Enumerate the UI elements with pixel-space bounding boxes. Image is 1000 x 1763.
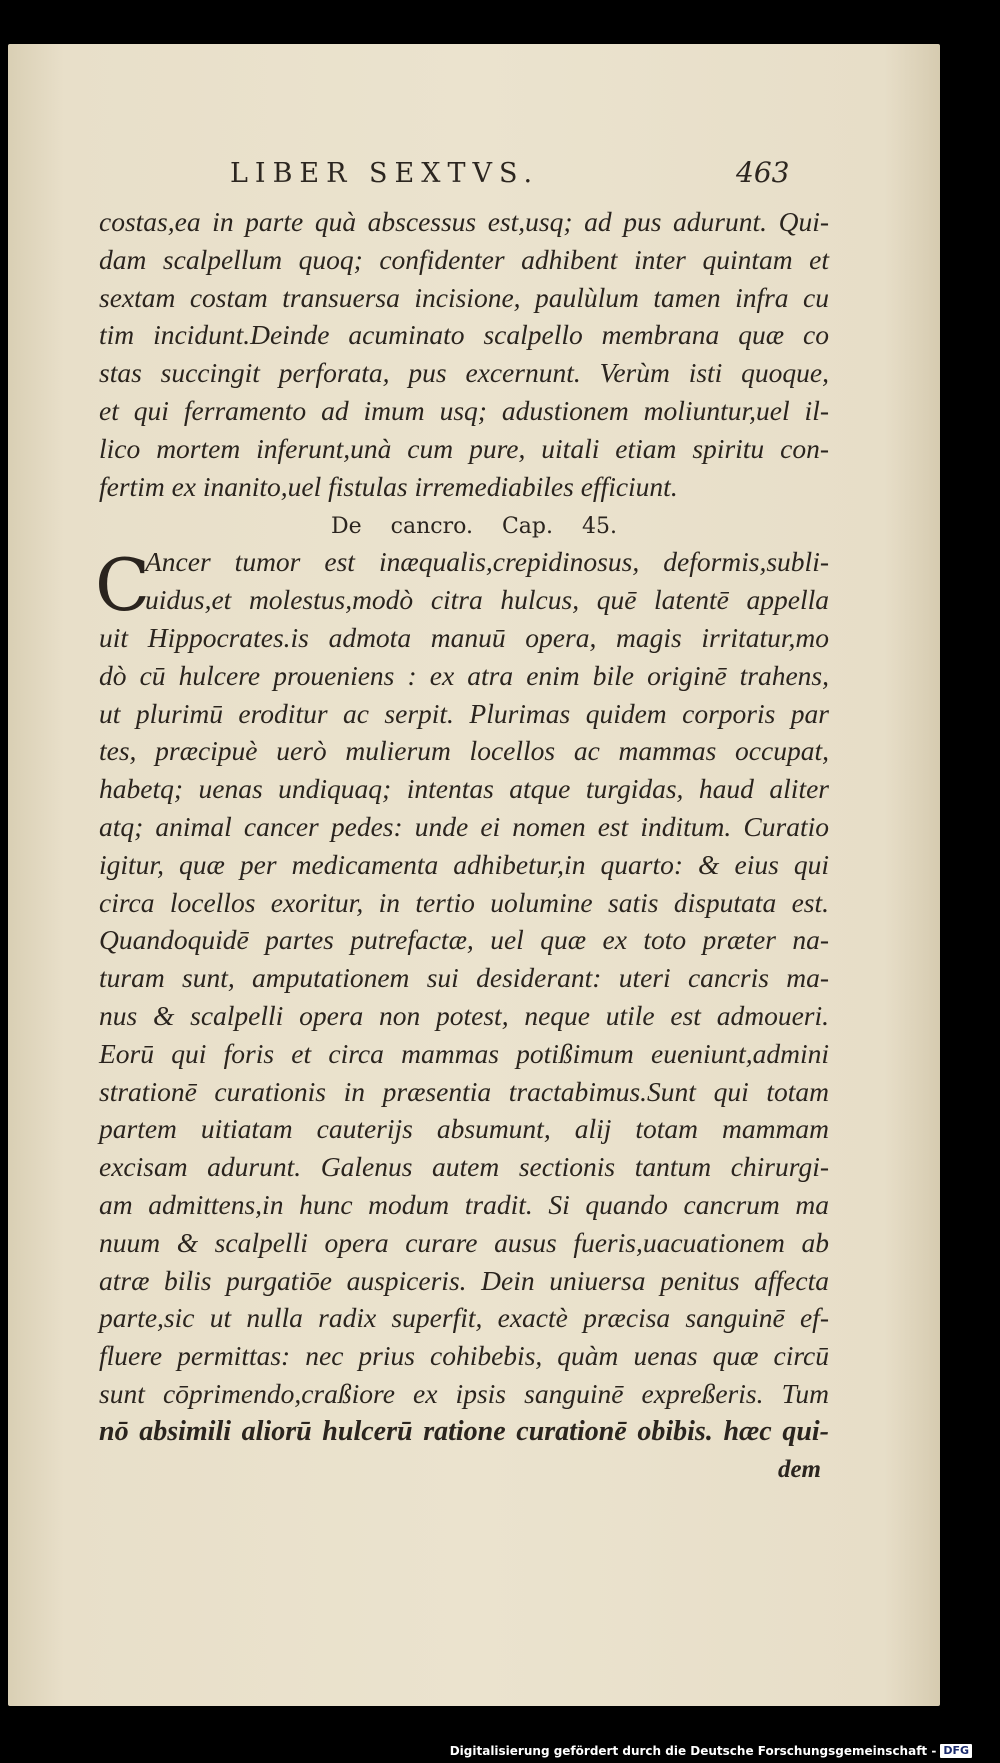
- text-line: excisam adurunt. Galenus autem sectionis tantum chirurgi-: [99, 1151, 829, 1183]
- text-line: costas,ea in parte quà abscessus est,usq; ad pus adurunt. Qui-: [99, 206, 829, 237]
- catchword: dem: [777, 1455, 821, 1483]
- text-line: parte,sic ut nulla radix superfit, exactè præcisa sanguinē ef-: [99, 1302, 829, 1334]
- text-line-content: Ancer tumor est inæqualis,crepidinosus, deformis,subli-: [145, 546, 829, 578]
- text-line: tim incidunt.Deinde acuminato scalpello membrana quæ co: [99, 319, 829, 351]
- text-line: am admittens,in hunc modum tradit. Si quando cancrum ma: [99, 1188, 829, 1220]
- text-line: strationē curationis in præsentia tractabimus.Sunt qui totam: [99, 1075, 829, 1107]
- credit-text: Digitalisierung gefördert durch die Deutsche Forschungsgemeinschaft -: [449, 1744, 937, 1758]
- text-line: atræ bilis purgatiōe auspiceris. Dein uniuersa penitus affecta: [99, 1264, 829, 1296]
- text-line: igitur, quæ per medicamenta adhibetur,in quarto: & eius qui: [99, 848, 829, 880]
- book-page: [8, 44, 940, 1706]
- text-line: stas succingit perforata, pus excernunt. Verùm isti quoque,: [99, 357, 829, 389]
- text-line: turam sunt, amputationem sui desiderant: uteri cancris ma-: [99, 962, 829, 994]
- text-line: habetq; uenas undiquaq; intentas atque turgidas, haud aliter: [99, 773, 829, 805]
- text-line: dam scalpellum quoq; confidenter adhibent inter quintam et: [99, 243, 829, 275]
- text-line: sunt cōprimendo,craßiore ex ipsis sanguinē expreßeris. Tum: [99, 1377, 829, 1409]
- text-line: fluere permittas: nec prius cohibebis, quàm uenas quæ circū: [99, 1340, 829, 1372]
- text-line: nō absimili aliorū hulcerū ratione curationē obibis. hæc qui-: [99, 1415, 829, 1447]
- paragraph-cancer: [95, 543, 829, 1450]
- page-number: 463: [736, 156, 790, 189]
- text-line: lico mortem inferunt,unà cum pure, uitali etiam spiritu con-: [99, 432, 829, 464]
- text-line: uit Hippocrates.is admota manuū opera, magis irritatur,mo: [99, 621, 829, 653]
- text-line: nuum & scalpelli opera curare ausus fueris,uacuationem ab: [99, 1226, 829, 1258]
- chapter-heading: De cancro. Cap. 45.: [331, 514, 617, 540]
- text-line: atq; animal cancer pedes: unde ei nomen est inditum. Curatio: [99, 810, 829, 842]
- text-line: circa locellos exoritur, in tertio uolumine satis disputata est.: [99, 886, 829, 918]
- text-line: et qui ferramento ad imum usq; adustionem moliuntur,uel il-: [99, 394, 829, 426]
- text-line: Quandoquidē partes putrefactæ, uel quæ ex toto præter na-: [99, 924, 829, 956]
- text-line: sextam costam transuersa incisione, paulùlum tamen infra cu: [99, 281, 829, 313]
- page-header: [8, 128, 940, 189]
- text-line: Eorū qui foris et circa mammas potißimum eueniunt,admini: [99, 1037, 829, 1069]
- drop-cap: C: [95, 543, 151, 628]
- running-head: LIBER SEXTVS.: [230, 158, 540, 189]
- text-block: [95, 203, 829, 1488]
- text-line: fertim ex inanito,uel fistulas irremediabiles efficiunt.: [99, 470, 678, 502]
- paragraph-top: [99, 203, 829, 505]
- digitization-credit: [450, 1741, 972, 1761]
- text-line: uidus,et molestus,modò citra hulcus, quē latentē appella: [145, 584, 829, 616]
- text-line: dò cū hulcere proueniens : ex atra enim bile originē trahens,: [99, 659, 829, 691]
- text-line: nus & scalpelli opera non potest, neque utile est admoueri.: [99, 999, 829, 1031]
- text-line: partem uitiatam cauterijs absumunt, alij totam mammam: [99, 1113, 829, 1145]
- dfg-logo-icon: DFG: [940, 1744, 972, 1758]
- text-line: ut plurimū eroditur ac serpit. Plurimas quidem corporis par: [99, 697, 829, 729]
- text-line: tes, præcipuè uerò mulierum locellos ac mammas occupat,: [99, 735, 829, 767]
